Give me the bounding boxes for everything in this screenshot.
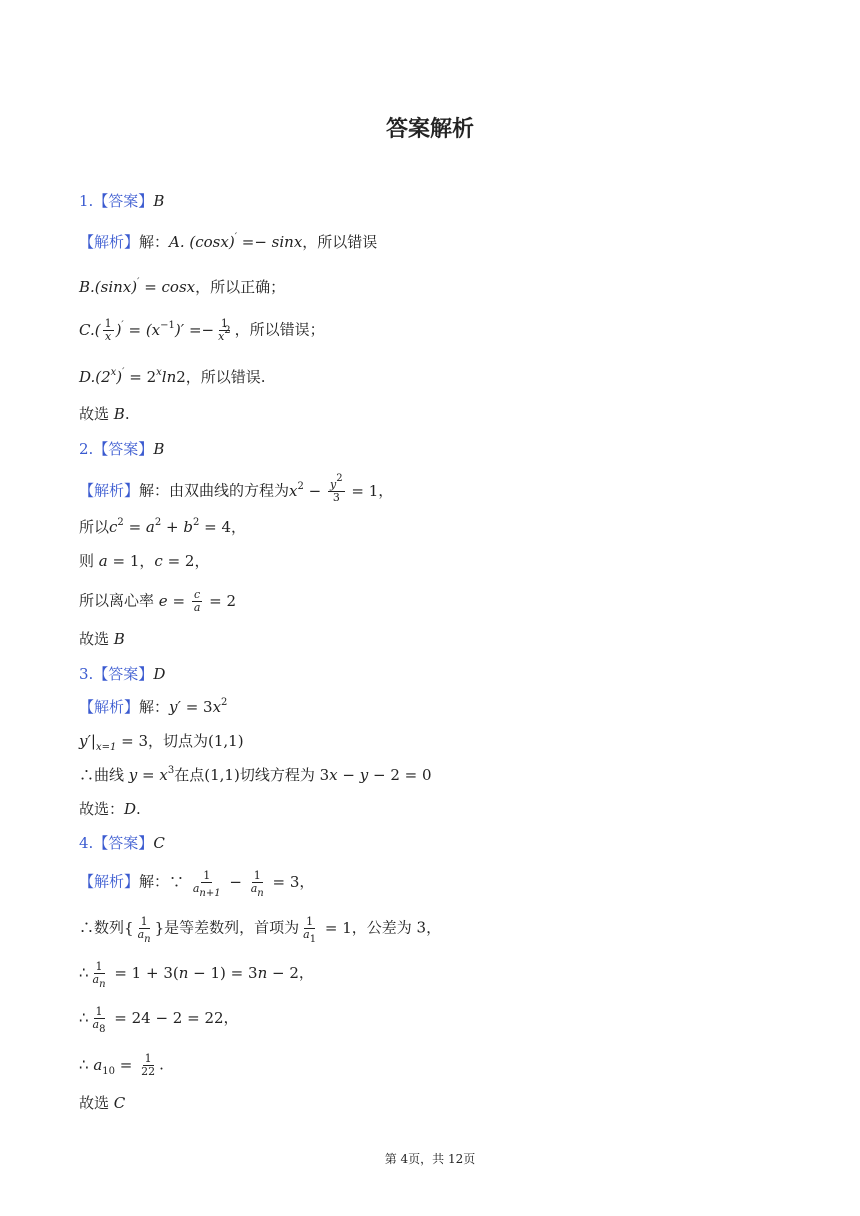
formula: D.(2$^x$)′ = 2$^x$ln2: [79, 367, 186, 386]
q3-answer-line: [79, 664, 165, 684]
q3-answer-value: D: [153, 665, 166, 683]
q2-answer-value: B: [153, 440, 165, 458]
analysis-tag: 【解析】: [79, 481, 140, 500]
q4-analysis-line1: 【解析】解：∵ $\frac{1}{a_{n+1}}$ − $\frac{1}{a_n}$ = 3，: [79, 869, 315, 899]
q3-analysis-line3: ∴曲线 $y = x^3$在点(1,1)切线方程为 3x − y − 2 = 0: [79, 765, 432, 784]
q1-analysis-line4: D.(2$^x$)′ = 2$^x$ln2，所以错误.: [79, 367, 266, 386]
q1-analysis-line2: B.(sinx)′ = cosx，所以正确；: [79, 277, 286, 296]
formula: a = 1: [98, 552, 140, 570]
formula: A. (cosx)′ =− sinx: [169, 232, 303, 251]
q2-answer-label: 2.【答案】: [79, 440, 154, 458]
q1-analysis-line3: C.( $\frac{1}{x}$ )$' = (x^{-1})'$ =− $\frac{1}{x^2}$ ，所以错误；: [79, 317, 325, 343]
q4-answer-value: C: [153, 834, 165, 852]
formula: C.( $\frac{1}{x}$ )$' = (x^{-1})'$ =− $\frac{1}{x^2}$: [79, 317, 231, 343]
formula: $\frac{1}{a_n}$ = 1 + 3(n − 1) = 3n − 2: [92, 960, 299, 990]
formula: 3x − y − 2 = 0: [319, 766, 432, 784]
q2-analysis-line2: 所以$c^2 = a^2 + b^2 = 4$，: [79, 517, 247, 536]
q1-conclusion: 故选 B.: [79, 405, 130, 423]
q2-analysis-line3: 则 a = 1，c = 2，: [79, 552, 210, 570]
q4-analysis-line4: ∴ $\frac{1}{a_8}$ = 24 − 2 = 22，: [79, 1005, 239, 1035]
formula: B.(sinx)′ = cosx: [79, 277, 196, 296]
q3-answer-label: 3.【答案】: [79, 665, 154, 683]
q3-analysis-line1: 【解析】解：$y' = 3x^2$: [79, 697, 228, 716]
q4-analysis-line5: ∴ $a_{10}$ = $\frac{1}{22}$ .: [79, 1052, 164, 1078]
q4-answer-label: 4.【答案】: [79, 834, 154, 852]
formula: $y' = 3x^2$: [169, 697, 228, 716]
q1-answer-label: 1.【答案】: [79, 192, 154, 210]
analysis-tag: 【解析】: [79, 233, 140, 251]
q1-answer-value: B: [153, 192, 165, 210]
formula: $x^2$ − $\frac{y^2}{3}$ = 1: [289, 473, 379, 504]
analysis-tag: 【解析】: [79, 698, 140, 716]
formula: $\frac{1}{a_8}$ = 24 − 2 = 22: [92, 1005, 224, 1035]
q4-answer-line: [79, 833, 165, 853]
q1-answer-line: [79, 191, 164, 211]
q1-analysis-line1: 【解析】解：A. (cosx)′ =− sinx，所以错误: [79, 232, 378, 251]
formula: $y'|_{x=1} = 3$: [79, 732, 148, 753]
q4-analysis-line2: ∴数列{ $\frac{1}{a_n}$ }是等差数列，首项为 $\frac{1}{a_1}$ = 1，公差为 3，: [79, 915, 442, 945]
formula: $a_{10}$ = $\frac{1}{22}$: [93, 1052, 156, 1078]
q3-conclusion: 故选：D.: [79, 800, 141, 818]
page-footer: 第 4页，共 12页: [384, 1152, 476, 1166]
formula: $\frac{1}{a_1}$ = 1: [303, 915, 352, 945]
formula: (1,1): [208, 732, 244, 750]
formula: ∵ $\frac{1}{a_{n+1}}$ − $\frac{1}{a_n}$ = 3: [169, 869, 300, 899]
formula: $c^2 = a^2 + b^2 = 4$: [109, 517, 232, 536]
analysis-tag: 【解析】: [79, 872, 140, 891]
q2-analysis-line1: 【解析】解：由双曲线的方程为$x^2$ − $\frac{y^2}{3}$ = 1，: [79, 473, 394, 504]
page-title: 答案解析: [385, 117, 474, 142]
q2-conclusion: 故选 B: [79, 630, 125, 648]
q4-conclusion: 故选 C: [79, 1094, 126, 1112]
q3-analysis-line2: $y'|_{x=1} = 3$，切点为(1,1): [79, 732, 244, 753]
q2-analysis-line4: 所以离心率 e = $\frac{c}{a}$ = 2: [79, 588, 237, 614]
formula: { $\frac{1}{a_n}$ }: [124, 915, 165, 945]
formula: e = $\frac{c}{a}$ = 2: [158, 588, 237, 614]
q4-analysis-line3: ∴ $\frac{1}{a_n}$ = 1 + 3(n − 1) = 3n − 2，: [79, 960, 314, 990]
formula: $y = x^3$: [128, 765, 175, 784]
q2-answer-line: [79, 439, 164, 459]
